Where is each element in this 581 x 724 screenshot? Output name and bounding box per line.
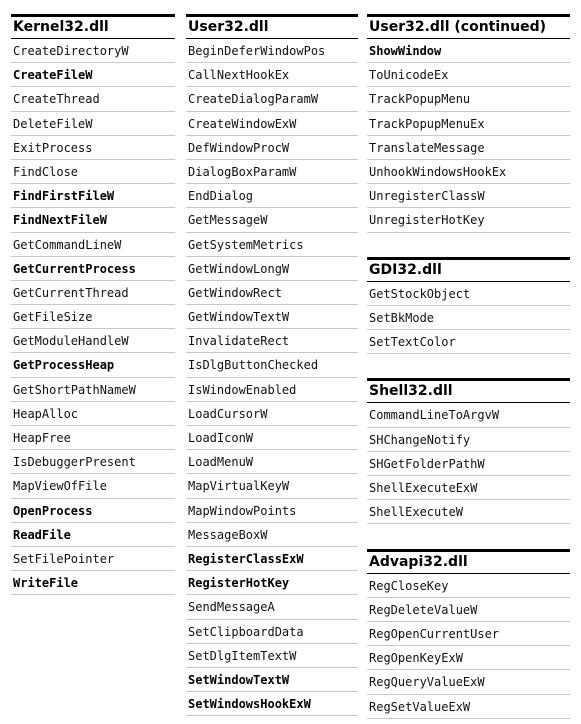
function-name: MapVirtualKeyW: [186, 474, 358, 498]
function-name: GetCurrentProcess: [11, 257, 175, 281]
function-name: SetBkMode: [367, 306, 570, 330]
column-kernel32: [11, 14, 175, 595]
function-name: InvalidateRect: [186, 329, 358, 353]
function-name: RegisterClassExW: [186, 547, 358, 571]
function-name: LoadIconW: [186, 426, 358, 450]
function-name: FindNextFileW: [11, 208, 175, 232]
dll-section: [367, 549, 570, 719]
dll-section-title: Shell32.dll: [367, 378, 570, 403]
function-name: CreateDirectoryW: [11, 39, 175, 63]
function-name: CreateWindowExW: [186, 112, 358, 136]
function-name: GetCurrentThread: [11, 281, 175, 305]
dll-section: [367, 14, 570, 233]
function-name: SetFilePointer: [11, 547, 175, 571]
function-name: RegCloseKey: [367, 574, 570, 598]
function-name: SetWindowTextW: [186, 668, 358, 692]
function-name: SetWindowsHookExW: [186, 692, 358, 716]
dll-section-title: Advapi32.dll: [367, 549, 570, 574]
dll-section: [186, 14, 358, 716]
function-name: GetStockObject: [367, 282, 570, 306]
function-name: CreateFileW: [11, 63, 175, 87]
function-name: IsDlgButtonChecked: [186, 353, 358, 377]
function-name: MapViewOfFile: [11, 474, 175, 498]
function-name: SetTextColor: [367, 330, 570, 354]
function-name: IsDebuggerPresent: [11, 450, 175, 474]
function-name: RegOpenKeyExW: [367, 646, 570, 670]
function-name: GetModuleHandleW: [11, 329, 175, 353]
function-name: OpenProcess: [11, 499, 175, 523]
function-name: RegSetValueExW: [367, 695, 570, 719]
section-spacer: [367, 233, 570, 257]
function-name: MapWindowPoints: [186, 499, 358, 523]
dll-section: [367, 378, 570, 524]
function-name: HeapAlloc: [11, 402, 175, 426]
dll-section: [11, 14, 175, 595]
function-name: LoadCursorW: [186, 402, 358, 426]
function-name: ToUnicodeEx: [367, 63, 570, 87]
function-name: WriteFile: [11, 571, 175, 595]
function-name: LoadMenuW: [186, 450, 358, 474]
function-name: SetDlgItemTextW: [186, 644, 358, 668]
function-name: GetCommandLineW: [11, 233, 175, 257]
function-name: EndDialog: [186, 184, 358, 208]
dll-section-title: Kernel32.dll: [11, 14, 175, 39]
function-name: CreateDialogParamW: [186, 87, 358, 111]
function-name: TrackPopupMenuEx: [367, 112, 570, 136]
dll-section-title: User32.dll (continued): [367, 14, 570, 39]
function-name: SendMessageA: [186, 595, 358, 619]
function-name: ShellExecuteW: [367, 500, 570, 524]
function-name: RegQueryValueExW: [367, 670, 570, 694]
section-spacer: [367, 354, 570, 378]
function-name: UnregisterClassW: [367, 184, 570, 208]
function-name: ShowWindow: [367, 39, 570, 63]
function-name: RegisterHotKey: [186, 571, 358, 595]
function-name: GetSystemMetrics: [186, 233, 358, 257]
function-name: HeapFree: [11, 426, 175, 450]
dll-section: [367, 257, 570, 355]
function-name: TranslateMessage: [367, 136, 570, 160]
function-name: GetFileSize: [11, 305, 175, 329]
function-name: SHChangeNotify: [367, 428, 570, 452]
function-name: GetWindowRect: [186, 281, 358, 305]
function-name: DialogBoxParamW: [186, 160, 358, 184]
function-name: FindClose: [11, 160, 175, 184]
function-name: CreateThread: [11, 87, 175, 111]
function-name: TrackPopupMenu: [367, 87, 570, 111]
dll-section-title: User32.dll: [186, 14, 358, 39]
function-name: GetWindowTextW: [186, 305, 358, 329]
function-name: UnhookWindowsHookEx: [367, 160, 570, 184]
dll-section-title: GDI32.dll: [367, 257, 570, 282]
column-user32-continued-and-others: [367, 14, 570, 719]
function-name: GetProcessHeap: [11, 353, 175, 377]
column-user32: [186, 14, 358, 716]
function-name: GetShortPathNameW: [11, 378, 175, 402]
function-name: CallNextHookEx: [186, 63, 358, 87]
function-name: BeginDeferWindowPos: [186, 39, 358, 63]
function-name: MessageBoxW: [186, 523, 358, 547]
function-name: RegOpenCurrentUser: [367, 622, 570, 646]
function-name: SetClipboardData: [186, 620, 358, 644]
function-name: CommandLineToArgvW: [367, 403, 570, 427]
function-name: GetWindowLongW: [186, 257, 358, 281]
function-name: RegDeleteValueW: [367, 598, 570, 622]
function-name: DefWindowProcW: [186, 136, 358, 160]
function-name: ShellExecuteExW: [367, 476, 570, 500]
function-name: ExitProcess: [11, 136, 175, 160]
section-spacer: [367, 524, 570, 548]
function-name: GetMessageW: [186, 208, 358, 232]
function-name: SHGetFolderPathW: [367, 452, 570, 476]
function-name: FindFirstFileW: [11, 184, 175, 208]
function-name: UnregisterHotKey: [367, 208, 570, 232]
function-name: DeleteFileW: [11, 112, 175, 136]
function-name: ReadFile: [11, 523, 175, 547]
function-name: IsWindowEnabled: [186, 378, 358, 402]
